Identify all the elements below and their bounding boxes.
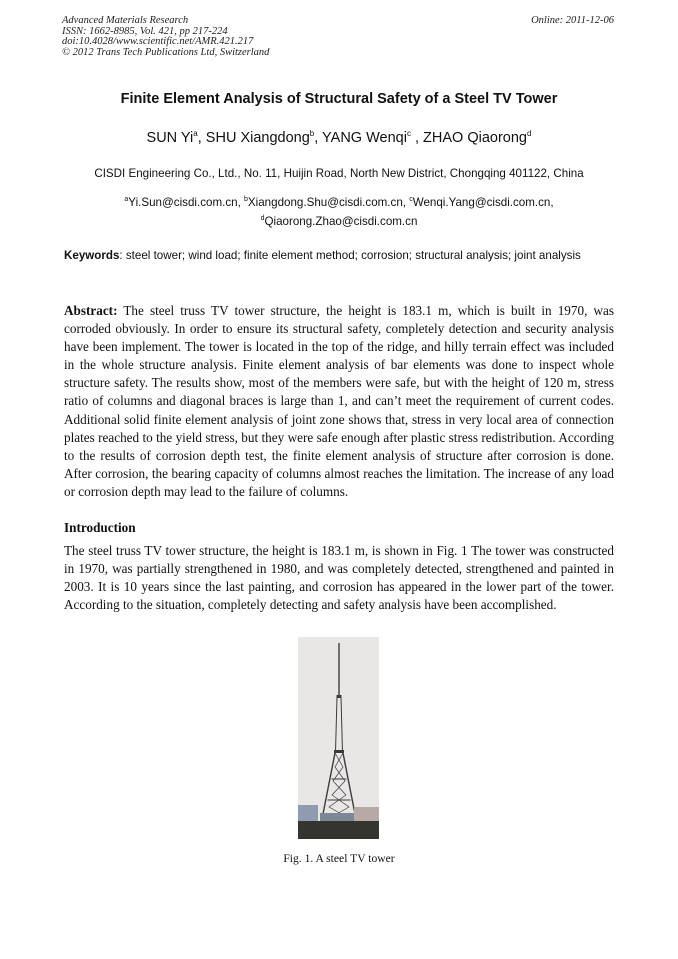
author-sup: b [309,129,315,138]
online-date: Online: 2011-12-06 [531,15,614,26]
abstract-text: The steel truss TV tower structure, the height is 183.1 m, which is built in 1970, was corroded obviously. In order to ensure its structural safety, completely detection and security analysis have been implement. The tower is located in the top of the ridge, and hilly terrain effect was included in the whole structure analysis. Finite element analysis of bar elements was done to inspect whole structure safety. The results show, most of the members were safe, but with the height of 120 m, stress ratio of columns and diagonal braces is large than 1, and can’t meet the requirement of current codes. Additional solid finite element analysis of joint zone shows that, stress in very local area of connection plates reached to the yield stress, but they were safe enough after plastic stress redistribution. According to the results of corrosion depth test, the finite element analysis of structure after corrosion is done. After corrosion, the bearing capacity of columns almost reaches the limitation. The increase of any load or corrosion depth may lead to the failure of columns. [64,303,614,499]
keywords-text: : steel tower; wind load; finite element method; corrosion; structural analysis; joint analysis [119,249,581,262]
author-name: ZHAO Qiaorong [423,130,527,146]
abstract-label: Abstract: [64,303,118,318]
journal-doi: doi:10.4028/www.scientific.net/AMR.421.217 [62,36,254,47]
email-sup: c [409,196,413,203]
email-separator: , [402,196,410,209]
author-separator: , [197,130,206,146]
affiliation: CISDI Engineering Co., Ltd., No. 11, Huijin Road, North New District, Chongqing 401122, China [94,167,584,180]
keywords-label: Keywords [64,249,120,262]
journal-copyright: © 2012 Trans Tech Publications Ltd, Switzerland [62,46,270,58]
author-sup: d [527,129,532,138]
author-sup: c [406,129,411,138]
keywords [64,248,614,264]
email-address[interactable]: Yi.Sun@cisdi.com.cn [128,196,238,209]
email-address[interactable]: Qiaorong.Zhao@cisdi.com.cn [264,215,418,228]
tower-photo [298,637,379,839]
email-list [0,192,678,230]
journal-issn: ISSN: 1662-8985, Vol. 421, pp 217-224 [62,25,228,37]
figure-caption: Fig. 1. A steel TV tower [283,852,395,865]
author-name: SHU Xiangdong [205,130,310,146]
tower-photo-svg [298,637,379,839]
abstract [64,302,614,501]
author-name: SUN Yi [146,130,194,146]
building-left [298,805,318,821]
author-separator: , [314,130,323,146]
introduction-paragraph: The steel truss TV tower structure, the height is 183.1 m, is shown in Fig. 1 The tower was constructed in 1970, was partially strengthened in 1980, and was completely detected, strengthened and painted in 2003. It is 10 years since the last painting, and corrosion has appeared in the lower part of the tower. According to the situation, completely detecting and safety analysis have been accomplished. [64,543,614,613]
section-heading-introduction: Introduction [64,520,136,535]
journal-name: Advanced Materials Research [62,15,189,26]
email-sup: a [124,196,129,203]
email-address[interactable]: Xiangdong.Shu@cisdi.com.cn [247,196,403,209]
email-separator: , [237,196,245,209]
author-separator: , [410,130,424,146]
email-address[interactable]: Wenqi.Yang@cisdi.com.cn [412,196,551,209]
journal-header [62,16,269,58]
author-list [0,129,678,146]
paper-title: Finite Element Analysis of Structural Safety of a Steel TV Tower [120,91,558,107]
tower-platform-upper [334,750,344,753]
building-center [320,813,354,821]
author-name: YANG Wenqi [322,130,407,146]
photo-ground [298,821,379,839]
building-right [354,807,379,821]
email-sup: d [260,215,265,222]
email-separator: , [550,196,554,209]
email-sup: b [244,196,248,203]
author-sup: a [193,129,198,138]
